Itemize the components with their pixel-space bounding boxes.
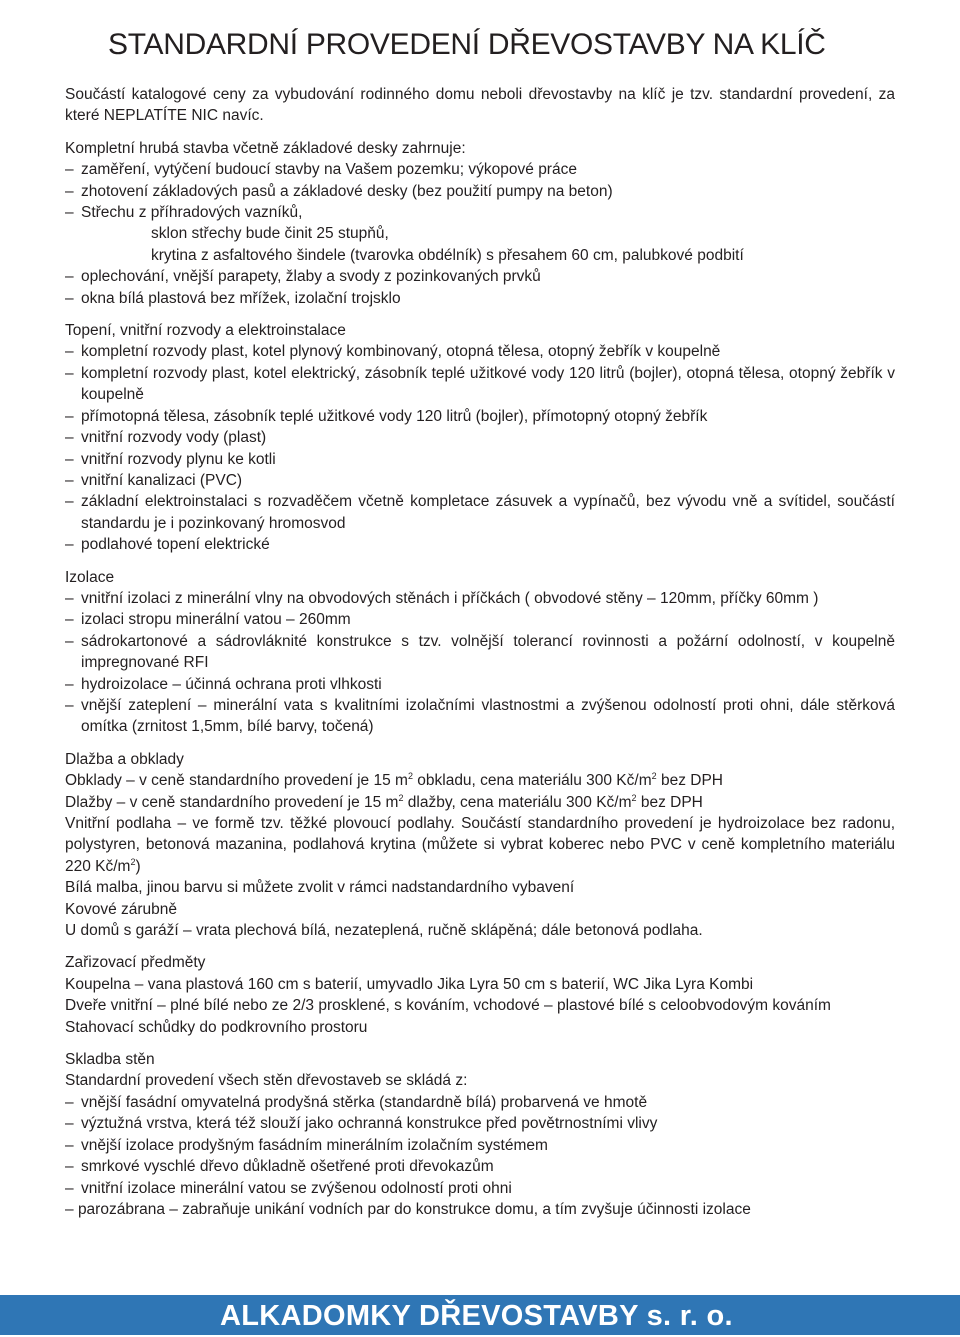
list-item: – vnitřní izolaci z minerální vlny na obvodových stěnách i příčkách ( obvodové stěny – 120mm, příčky 60mm ) xyxy=(65,588,895,609)
list-item: – okna bílá plastová bez mřížek, izolační trojsklo xyxy=(65,288,895,309)
section-heading: Zařizovací předměty xyxy=(65,954,206,972)
list-item: – podlahové topení elektrické xyxy=(65,534,895,555)
section-heading: Izolace xyxy=(65,568,115,586)
section-heading: Topení, vnitřní rozvody a elektroinstalace xyxy=(65,322,346,340)
sub-list-item: sklon střechy bude činit 25 stupňů, xyxy=(151,225,389,243)
list-item: – vnitřní izolace minerální vatou se zvýšenou odolností proti ohni xyxy=(65,1178,895,1199)
koupelna-line: Koupelna – vana plastová 160 cm s baterií, umyvadlo Jika Lyra 50 cm s baterií, WC Jika Lyra Kombi xyxy=(65,975,754,993)
obklady-text: Obklady – v ceně standardního provedení je 15 m xyxy=(65,772,408,790)
list-item: – přímotopná tělesa, zásobník teplé užitkové vody 120 litrů (bojler), přímotopný otopný žebřík xyxy=(65,406,895,427)
list-item: – Střechu z příhradových vazníků, xyxy=(65,202,895,223)
podlaha-label: Vnitřní podlaha – ve formě tzv. těžké plovoucí podlahy. xyxy=(65,815,455,832)
section-topeni xyxy=(65,320,895,555)
list-item: – smrkové vyschlé dřevo důkladně ošetřené proti dřevokazům xyxy=(65,1156,895,1177)
section-heading: Kompletní hrubá stavba včetně základové desky zahrnuje: xyxy=(65,139,466,157)
list-item: – základní elektroinstalaci s rozvaděčem včetně kompletace zásuvek a vypínačů, bez vývodu vně a svítidel, součástí standardu je i pozinkovaný hromosvod xyxy=(65,491,895,534)
zarubne-line: Kovové zárubně xyxy=(65,900,178,918)
list-item: – vnitřní rozvody vody (plast) xyxy=(65,427,895,448)
dvere-line: Dveře vnitřní – plné bílé nebo ze 2/3 prosklené, s kováním, vchodové – plastové bílé s celoobvodovým kováním xyxy=(65,997,831,1015)
list-item: – vnější izolace prodyšným fasádním minerálním izolačním systémem xyxy=(65,1135,895,1156)
skladba-lead: Standardní provedení všech stěn dřevostaveb se skládá z: xyxy=(65,1072,468,1090)
sub-list-item: krytina z asfaltového šindele (tvarovka obdélník) s přesahem 60 cm, palubkové podbití xyxy=(151,246,744,264)
superscript: 2 xyxy=(130,856,136,867)
list-item-text: parozábrana – zabraňuje unikání vodních par do konstrukce domu, a tím zvyšuje účinnosti izolace xyxy=(77,1200,751,1218)
obklady-line xyxy=(65,770,895,791)
list-item: – zaměření, vytýčení budoucí stavby na Vašem pozemku; výkopové práce xyxy=(65,159,895,180)
superscript: 2 xyxy=(651,771,657,782)
section-izolace xyxy=(65,567,895,738)
list-item: – výztužná vrstva, která též slouží jako ochranná konstrukce před povětrnostními vlivy xyxy=(65,1113,895,1134)
document-body xyxy=(65,84,895,1220)
section-hruba-stavba xyxy=(65,138,895,309)
superscript: 2 xyxy=(407,771,413,782)
list-item: – zhotovení základových pasů a základové desky (bez použití pumpy na beton) xyxy=(65,181,895,202)
section-heading: Skladba stěn xyxy=(65,1051,155,1069)
section-skladba xyxy=(65,1049,895,1220)
list-item: – vnitřní rozvody plynu ke kotli xyxy=(65,449,895,470)
list-item: – sádrokartonové a sádrovláknité konstrukce s tzv. volnější tolerancí rovinnosti a požární odolností, v koupelně impregnované RFI xyxy=(65,631,895,674)
dlazby-text: Dlažby – v ceně standardního provedení je 15 m xyxy=(65,793,399,811)
garaz-line: U domů s garáží – vrata plechová bílá, nezateplená, ručně sklápěná; dále betonová podlaha. xyxy=(65,922,703,940)
footer-company-name: ALKADOMKY DŘEVOSTAVBY s. r. o. xyxy=(220,1300,733,1332)
dlazby-text: bez DPH xyxy=(636,793,703,811)
list-item: – vnitřní kanalizaci (PVC) xyxy=(65,470,895,491)
superscript: 2 xyxy=(398,792,404,803)
list-item: – oplechování, vnější parapety, žlaby a svody z pozinkovaných prvků xyxy=(65,266,895,287)
list-item: – parozábrana – zabraňuje unikání vodních par do konstrukce domu, a tím zvyšuje účinnosti izolace xyxy=(65,1200,751,1218)
superscript: 2 xyxy=(631,792,637,803)
schudky-line: Stahovací schůdky do podkrovního prostoru xyxy=(65,1018,368,1036)
obklady-text: obkladu, cena materiálu 300 Kč/m xyxy=(412,772,652,790)
list-item: – kompletní rozvody plast, kotel plynový kombinovaný, otopná tělesa, otopný žebřík v koupelně xyxy=(65,341,895,362)
page-title: STANDARDNÍ PROVEDENÍ DŘEVOSTAVBY NA KLÍČ xyxy=(108,28,826,61)
obklady-text: bez DPH xyxy=(656,772,723,790)
podlaha-text: Součástí standardního provedení je hydroizolace bez radonu, polystyren, betonová mazanina, podlahová krytina (můžete si vybrat koberec nebo PVC v ceně kompletního materiálu 220 Kč/m xyxy=(65,815,895,875)
section-dlazba xyxy=(65,749,895,942)
section-heading: Dlažba a obklady xyxy=(65,750,184,768)
list-item: – vnější zateplení – minerální vata s kvalitními izolačními vlastnostmi a zvýšenou odolností proti ohni, dále stěrková omítka (zrnitost 1,5mm, bílé barvy, točená) xyxy=(65,695,895,738)
list-item: – izolaci stropu minerální vatou – 260mm xyxy=(65,609,895,630)
podlaha-text: ) xyxy=(135,857,141,875)
dlazby-line xyxy=(65,792,895,813)
list-item: – kompletní rozvody plast, kotel elektrický, zásobník teplé užitkové vody 120 litrů (bojler), otopná tělesa, otopný žebřík v koupelně xyxy=(65,363,895,406)
section-zarizovaci xyxy=(65,952,895,1038)
intro-paragraph: Součástí katalogové ceny za vybudování rodinného domu neboli dřevostavby na klíč je tzv. standardní provedení, za které NEPLATÍTE NIC navíc. xyxy=(65,86,895,125)
podlaha-block xyxy=(65,813,895,877)
list-item: – vnější fasádní omyvatelná prodyšná stěrka (standardně bílá) probarvená ve hmotě xyxy=(65,1092,895,1113)
malba-line: Bílá malba, jinou barvu si můžete zvolit v rámci nadstandardního vybavení xyxy=(65,879,575,897)
list-item: – hydroizolace – účinná ochrana proti vlhkosti xyxy=(65,674,895,695)
dlazby-text: dlažby, cena materiálu 300 Kč/m xyxy=(403,793,632,811)
